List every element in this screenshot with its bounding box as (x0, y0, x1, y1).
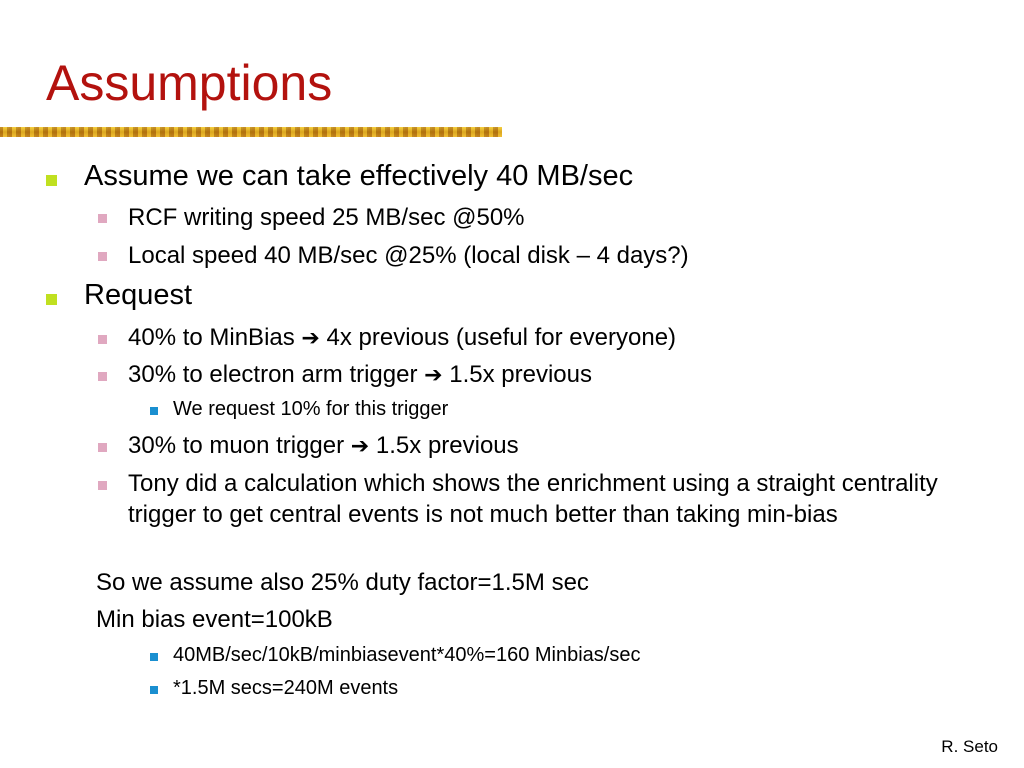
electron-share-result: 1.5x previous (449, 361, 592, 388)
bullet-square-icon (98, 372, 107, 381)
minbias-share-result: 4x previous (useful for everyone) (326, 324, 677, 351)
title-underline-bar (0, 127, 502, 137)
bullet-assume-bandwidth: Assume we can take effectively 40 MB/sec (84, 160, 634, 192)
bullet-minbias-rate: 40MB/sec/10kB/minbiasevent*40%=160 Minbias/sec (173, 644, 641, 666)
bullet-square-icon (46, 175, 57, 186)
bullet-square-icon (98, 214, 107, 223)
right-arrow-icon: ➔ (424, 363, 443, 388)
bullet-request: Request (84, 279, 193, 311)
bullet-square-icon (98, 252, 107, 261)
bullet-minbias-share (128, 324, 676, 352)
bullet-tony-calculation: Tony did a calculation which shows the enrichment using a straight centrality trigger to get central events is not much better than taking min-bias (128, 470, 938, 528)
minbias-share-text: 40% to MinBias (128, 324, 295, 351)
bullet-square-icon (98, 481, 107, 490)
text-duty-factor: So we assume also 25% duty factor=1.5M sec (96, 569, 589, 596)
bullet-rcf-speed: RCF writing speed 25 MB/sec @50% (128, 204, 525, 231)
bullet-square-icon (150, 407, 158, 415)
right-arrow-icon: ➔ (350, 434, 370, 459)
bullet-electron-share (128, 361, 592, 389)
electron-share-text: 30% to electron arm trigger (128, 361, 418, 388)
slide-footer-author: R. Seto (941, 737, 998, 756)
right-arrow-icon: ➔ (301, 326, 320, 351)
bullet-square-icon (98, 443, 107, 452)
text-minbias-event-size: Min bias event=100kB (96, 606, 333, 633)
bullet-square-icon (150, 686, 158, 694)
slide-title: Assumptions (46, 55, 333, 111)
bullet-muon-share (128, 432, 519, 460)
bullet-electron-request: We request 10% for this trigger (173, 398, 449, 420)
bullet-total-events: *1.5M secs=240M events (173, 677, 399, 699)
muon-share-result: 1.5x previous (375, 432, 519, 459)
bullet-square-icon (98, 335, 107, 344)
bullet-local-speed: Local speed 40 MB/sec @25% (local disk – 4 days?) (128, 242, 689, 269)
muon-share-text: 30% to muon trigger (128, 432, 345, 459)
bullet-square-icon (150, 653, 158, 661)
bullet-square-icon (46, 294, 57, 305)
